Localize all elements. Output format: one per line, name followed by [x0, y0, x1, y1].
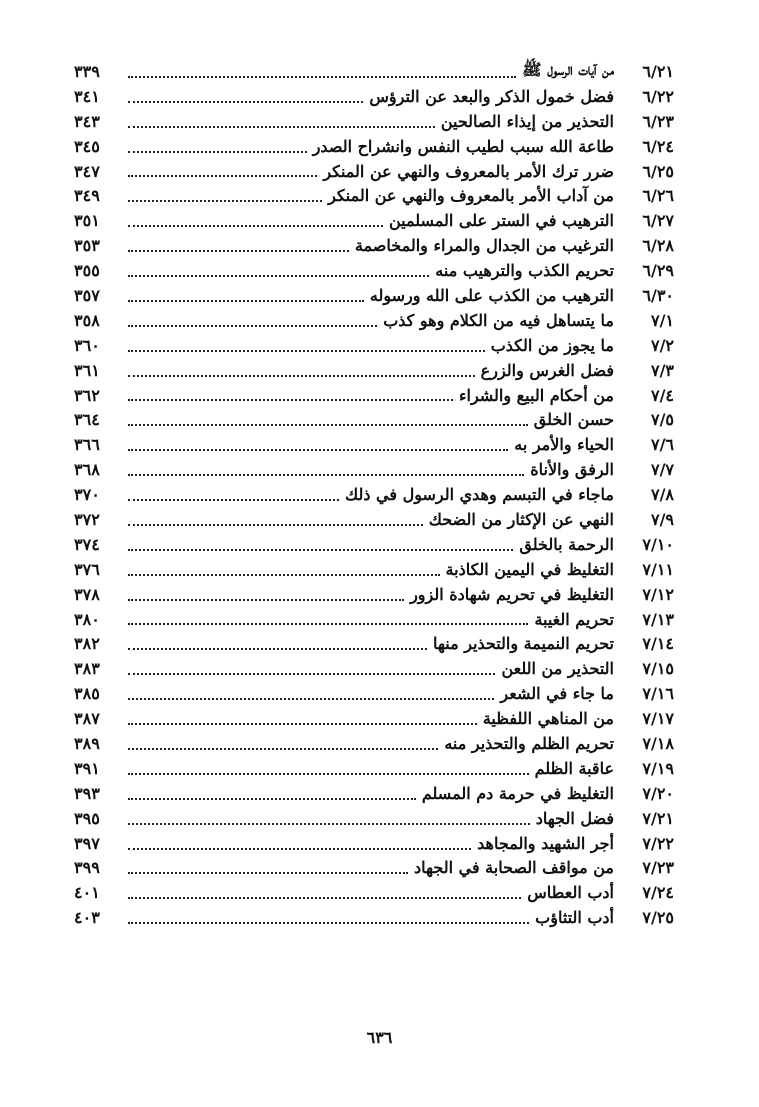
dot-leader: [128, 673, 495, 675]
entry-page-number: ٣٨٣: [74, 659, 100, 679]
dot-leader: [128, 151, 307, 153]
dot-leader: [128, 524, 423, 526]
entry-page-number: ٤٠١: [74, 883, 100, 903]
entry-number: ٧/٥: [650, 410, 674, 430]
entry-title: ما يتساهل فيه من الكلام وهو كذب: [383, 310, 614, 330]
dot-leader: [128, 922, 529, 924]
entry-number: ٦/٢٤: [642, 136, 674, 156]
entry-title: التغليظ في حرمة دم المسلم: [421, 783, 614, 803]
entry-title: الترهيب في الستر على المسلمين: [388, 211, 614, 231]
entry-title: الحياء والأمر به: [514, 435, 614, 455]
entry-number: ٦/٢٦: [642, 186, 674, 206]
dot-leader: [128, 300, 364, 302]
dot-leader: [128, 623, 528, 625]
entry-title: التغليظ في اليمين الكاذبة: [445, 559, 614, 579]
entry-page-number: ٣٣٩: [74, 61, 100, 81]
entry-page-number: ٣٧٢: [74, 509, 100, 529]
dot-leader: [128, 350, 485, 352]
toc-entry: [74, 84, 674, 109]
entry-title: التغليظ في تحريم شهادة الزور: [410, 584, 614, 604]
entry-number: ٧/٢٢: [642, 833, 674, 853]
entry-number: ٧/٦: [650, 435, 674, 455]
entry-title: الرحمة بالخلق: [519, 534, 614, 554]
entry-number: ٧/١٠: [642, 534, 674, 554]
entry-number: ٧/١٣: [642, 609, 674, 629]
entry-title: من المناهي اللفظية: [482, 709, 614, 729]
entry-page-number: ٣٦٢: [74, 385, 100, 405]
entry-title: من مواقف الصحابة في الجهاد: [414, 858, 614, 878]
dot-leader: [128, 748, 438, 750]
toc-entry: [74, 706, 674, 731]
entry-number: ٧/١٥: [642, 659, 674, 679]
toc-entry: [74, 532, 674, 557]
dot-leader: [128, 126, 435, 128]
toc-entry: [74, 781, 674, 806]
dot-leader: [128, 823, 530, 825]
entry-number: ٧/٢٠: [642, 783, 674, 803]
entry-number: ٧/٩: [650, 509, 674, 529]
entry-page-number: ٣٦٨: [74, 460, 100, 480]
entry-title: فضل خمول الذكر والبعد عن الترؤس: [369, 86, 614, 106]
entry-title: عاقبة الظلم: [534, 758, 614, 778]
entry-page-number: ٣٥٨: [74, 310, 100, 330]
dot-leader: [128, 200, 322, 202]
toc-entry: [74, 258, 674, 283]
entry-page-number: ٣٥٣: [74, 236, 100, 256]
entry-number: ٧/١٤: [642, 634, 674, 654]
entry-page-number: ٣٧٨: [74, 584, 100, 604]
entry-title: الترهيب من الكذب على الله ورسوله: [369, 285, 614, 305]
table-of-contents: [74, 59, 674, 930]
entry-page-number: ٣٤٩: [74, 186, 100, 206]
dot-leader: [128, 648, 427, 650]
toc-entry: [74, 333, 674, 358]
entry-number: ٦/٣٠: [642, 285, 674, 305]
entry-number: ٧/١٧: [642, 709, 674, 729]
toc-entry: [74, 631, 674, 656]
toc-entry: [74, 880, 674, 905]
toc-entry: [74, 159, 674, 184]
entry-number: ٦/٢٩: [642, 261, 674, 281]
entry-title: طاعة الله سبب لطيب النفس وانشراح الصدر: [312, 136, 614, 156]
entry-number: ٧/٨: [650, 485, 674, 505]
entry-page-number: ٣٦٠: [74, 335, 100, 355]
entry-title: تحريم النميمة والتحذير منها: [432, 634, 614, 654]
dot-leader: [128, 499, 339, 501]
toc-entry: [74, 283, 674, 308]
entry-title: ما يجوز من الكذب: [490, 335, 614, 355]
toc-entry: [74, 482, 674, 507]
dot-leader: [128, 698, 494, 700]
entry-title: التحذير من إيذاء الصالحين: [440, 111, 614, 131]
entry-number: ٧/٣: [650, 360, 674, 380]
entry-number: ٧/١٨: [642, 733, 674, 753]
entry-number: ٦/٢١: [642, 61, 674, 81]
toc-entry: [74, 457, 674, 482]
dot-leader: [128, 424, 528, 426]
entry-title: تحريم الغيبة: [534, 609, 614, 629]
toc-entry: [74, 831, 674, 856]
entry-number: ٧/٢٥: [642, 908, 674, 928]
entry-number: ٧/١١: [642, 559, 674, 579]
dot-leader: [128, 798, 416, 800]
entry-page-number: ٣٧٤: [74, 534, 100, 554]
toc-entry: [74, 407, 674, 432]
entry-page-number: ٣٥٧: [74, 285, 100, 305]
toc-entry: [74, 308, 674, 333]
entry-number: ٧/٢٣: [642, 858, 674, 878]
entry-page-number: ٣٨٥: [74, 684, 100, 704]
entry-number: ٧/٧: [650, 460, 674, 480]
entry-title: من أحكام البيع والشراء: [458, 385, 614, 405]
entry-number: ٧/٢٤: [642, 883, 674, 903]
toc-entry: [74, 557, 674, 582]
entry-page-number: ٣٤٥: [74, 136, 100, 156]
entry-page-number: ٣٤٧: [74, 161, 100, 181]
toc-entry: [74, 681, 674, 706]
entry-title: التحذير من اللعن: [501, 659, 614, 679]
dot-leader: [128, 848, 471, 850]
entry-number: ٧/١: [650, 310, 674, 330]
entry-number: ٧/١٦: [642, 684, 674, 704]
entry-page-number: ٣٧٦: [74, 559, 100, 579]
entry-title: الرفق والأناة: [530, 460, 614, 480]
entry-title: فضل الجهاد: [535, 808, 614, 828]
entry-page-number: ٣٨٩: [74, 733, 100, 753]
entry-title: أدب العطاس: [527, 883, 614, 903]
entry-title: من آيات الرسول ﷺ: [522, 59, 614, 79]
entry-page-number: ٣٤٣: [74, 111, 100, 131]
entry-title: ماجاء في التبسم وهدي الرسول في ذلك: [344, 485, 614, 505]
entry-title: تحريم الكذب والترهيب منه: [435, 261, 614, 281]
entry-page-number: ٣٦١: [74, 360, 100, 380]
entry-page-number: ٣٩٥: [74, 808, 100, 828]
entry-title: أدب التثاؤب: [535, 908, 614, 928]
toc-entry: [74, 582, 674, 607]
dot-leader: [128, 101, 363, 103]
dot-leader: [128, 225, 383, 227]
toc-entry: [74, 208, 674, 233]
dot-leader: [128, 375, 475, 377]
toc-entry: [74, 233, 674, 258]
toc-entry: [74, 134, 674, 159]
dot-leader: [128, 872, 408, 874]
page-number: ٦٣٦: [366, 1028, 393, 1047]
entry-page-number: ٣٦٤: [74, 410, 100, 430]
entry-number: ٧/٢١: [642, 808, 674, 828]
entry-page-number: ٣٥٥: [74, 261, 100, 281]
entry-number: ٧/١٢: [642, 584, 674, 604]
entry-page-number: ٣٤١: [74, 86, 100, 106]
toc-entry: [74, 756, 674, 781]
entry-number: ٧/٢: [650, 335, 674, 355]
entry-page-number: ٣٩٩: [74, 858, 100, 878]
entry-title: ضرر ترك الأمر بالمعروف والنهي عن المنكر: [323, 161, 614, 181]
dot-leader: [128, 275, 429, 277]
dot-leader: [128, 399, 453, 401]
toc-entry: [74, 905, 674, 930]
toc-entry: [74, 432, 674, 457]
entry-page-number: ٣٩٧: [74, 833, 100, 853]
entry-number: ٦/٢٧: [642, 211, 674, 231]
entry-title: من آداب الأمر بالمعروف والنهي عن المنكر: [328, 186, 614, 206]
toc-entry: [74, 183, 674, 208]
toc-entry: [74, 507, 674, 532]
dot-leader: [128, 449, 508, 451]
toc-entry: [74, 59, 674, 84]
entry-title: الترغيب من الجدال والمراء والمخاصمة: [354, 236, 614, 256]
toc-entry: [74, 656, 674, 681]
dot-leader: [128, 723, 477, 725]
toc-entry: [74, 383, 674, 408]
entry-title: حسن الخلق: [533, 410, 614, 430]
dot-leader: [128, 549, 513, 551]
toc-entry: [74, 806, 674, 831]
entry-title: ما جاء في الشعر: [500, 684, 614, 704]
entry-page-number: ٣٧٠: [74, 485, 100, 505]
toc-entry: [74, 607, 674, 632]
entry-title: فضل الغرس والزرع: [480, 360, 614, 380]
toc-entry: [74, 856, 674, 881]
dot-leader: [128, 325, 377, 327]
entry-number: ٦/٢٣: [642, 111, 674, 131]
entry-title: أجر الشهيد والمجاهد: [477, 833, 614, 853]
toc-entry: [74, 731, 674, 756]
entry-title: تحريم الظلم والتحذير منه: [444, 733, 614, 753]
dot-leader: [128, 474, 524, 476]
entry-page-number: ٣٩١: [74, 758, 100, 778]
entry-page-number: ٣٨٠: [74, 609, 100, 629]
dot-leader: [128, 574, 440, 576]
entry-number: ٦/٢٢: [642, 86, 674, 106]
entry-page-number: ٤٠٣: [74, 908, 100, 928]
toc-entry: [74, 109, 674, 134]
entry-number: ٧/٤: [650, 385, 674, 405]
dot-leader: [128, 773, 529, 775]
entry-title: النهي عن الإكثار من الضحك: [428, 509, 614, 529]
dot-leader: [128, 175, 317, 177]
dot-leader: [128, 76, 516, 78]
dot-leader: [128, 599, 404, 601]
entry-page-number: ٣٦٦: [74, 435, 100, 455]
entry-number: ٦/٢٨: [642, 236, 674, 256]
entry-page-number: ٣٨٧: [74, 709, 100, 729]
dot-leader: [128, 250, 349, 252]
entry-number: ٧/١٩: [642, 758, 674, 778]
entry-page-number: ٣٨٢: [74, 634, 100, 654]
entry-page-number: ٣٩٣: [74, 783, 100, 803]
entry-page-number: ٣٥١: [74, 211, 100, 231]
entry-number: ٦/٢٥: [642, 161, 674, 181]
toc-entry: [74, 358, 674, 383]
dot-leader: [128, 897, 521, 899]
